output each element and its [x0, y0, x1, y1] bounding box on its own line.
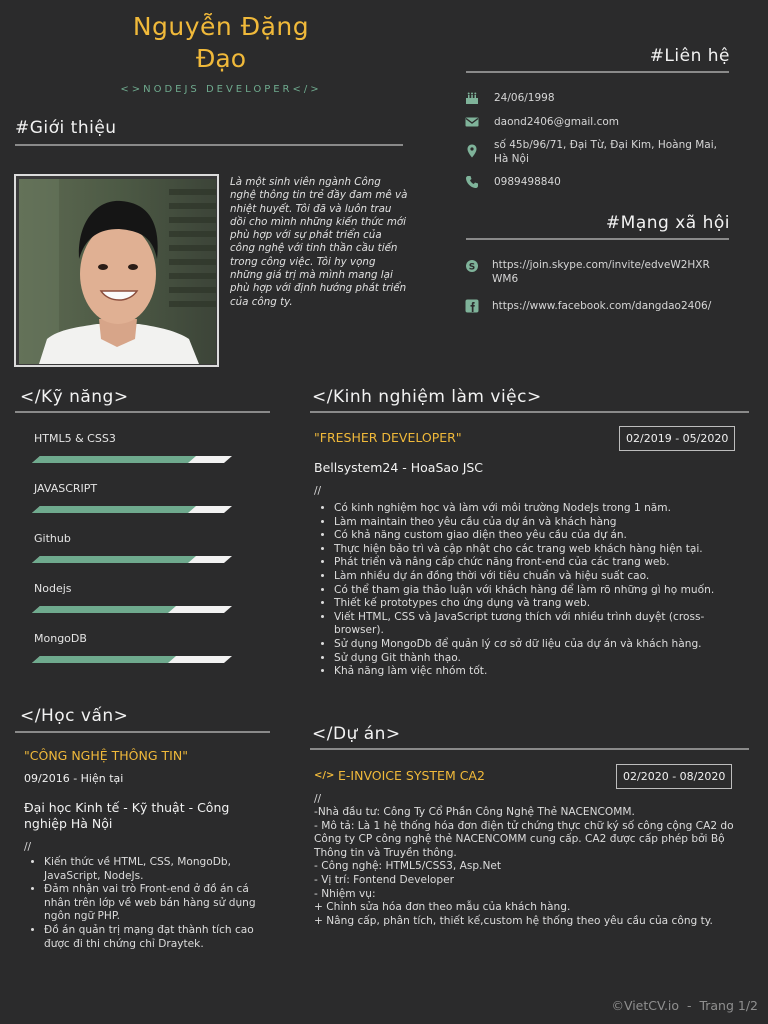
contact-address: số 45b/96/71, Đại Từ, Đại Kim, Hoàng Mai, Hà Nội — [494, 139, 717, 165]
about-title: #Giới thiệu — [15, 118, 117, 138]
list-item: • Đảm nhận vai trò Front-end ở đồ án cá nhân trên lớp về web bán hàng sử dụng ngôn ngữ PHP. — [44, 883, 271, 924]
contact-title: #Liên hệ — [649, 46, 730, 66]
skill-bar-fill — [32, 506, 196, 513]
social-skype[interactable]: https://join.skype.com/invite/edveW2HXRWM6 — [492, 259, 710, 285]
mail-icon — [465, 115, 479, 129]
cake-icon — [465, 91, 479, 105]
list-item: • Sử dụng MongoDb để quản lý cơ sở dữ liệu của dự án và khách hàng. — [334, 638, 736, 652]
list-item: • Có thể tham gia thảo luận với khách hàng để làm rõ những gì họ muốn. — [334, 584, 736, 598]
location-pin-icon — [465, 144, 479, 158]
list-item: • Có kinh nghiệm học và làm với môi trường NodeJs trong 1 năm. — [334, 502, 736, 516]
skill-label: MongoDB — [34, 632, 87, 645]
experience-dates: 02/2019 - 05/2020 — [619, 426, 735, 451]
experience-bullets — [316, 502, 736, 679]
education-school: Đại học Kinh tế - Kỹ thuật - Công nghiệp Hà Nội — [24, 800, 230, 831]
project-line: - Công nghệ: HTML5/CSS3, Asp.Net — [314, 860, 502, 873]
svg-text:S: S — [468, 262, 476, 273]
project-line: + Chỉnh sửa hóa đơn theo mẫu của khách hàng. — [314, 901, 571, 914]
footer-text: ©VietCV.io - Trang 1/2 — [611, 998, 758, 1013]
skill-label: Github — [34, 532, 71, 545]
phone-icon — [465, 175, 479, 189]
skill-bar-fill — [32, 456, 196, 463]
list-item: • Khả năng làm việc nhóm tốt. — [334, 665, 736, 679]
list-item: • Thực hiện bảo trì và cập nhật cho các trang web khách hàng hiện tại. — [334, 543, 736, 557]
social-facebook[interactable]: https://www.facebook.com/dangdao2406/ — [492, 300, 712, 312]
list-item: • Làm maintain theo yêu cầu của dự án và khách hàng — [334, 516, 736, 530]
list-item: • Có khả năng custom giao diện theo yêu cầu của dự án. — [334, 529, 736, 543]
education-title: </Học vấn> — [20, 706, 129, 726]
list-item: • Kiến thức về HTML, CSS, MongoDb, JavaScript, NodeJs. — [44, 856, 271, 883]
experience-title: </Kinh nghiệm làm việc> — [312, 387, 542, 407]
skill-bar — [32, 606, 232, 613]
avatar — [14, 174, 219, 367]
list-item: • Phát triển và nâng cấp chức năng front-end của các trang web. — [334, 556, 736, 570]
experience-divider — [310, 411, 749, 413]
project-line: - Vị trí: Fontend Developer — [314, 873, 455, 886]
about-text: Là một sinh viên ngành Công nghệ thông tin trẻ đầy đam mê và nhiệt huyết. Tôi đã và luôn trau dồi cho mình những kiến thức mới phù hợp với sự phát triển của công nghệ với tinh thần cầu tiến trong công việc. Tôi hy vọng những giá trị mà mình mang lại phù hợp với định hướng phát triển của công ty. — [230, 176, 408, 308]
project-details — [314, 806, 744, 928]
education-dates: 09/2016 - Hiện tại — [24, 772, 124, 785]
skills-divider — [15, 411, 270, 413]
skill-bar — [32, 556, 232, 563]
skill-bar — [32, 656, 232, 663]
list-item: • Đồ án quản trị mạng đạt thành tích cao được đi thi chứng chỉ Draytek. — [44, 924, 271, 951]
project-line: - Mô tả: Là 1 hệ thống hóa đơn điện tử chứng thực chữ ký số công cộng CA2 do Công ty CP công nghệ thẻ NACENCOMM cung cấp. CA2 được cấp phép bởi Bộ Thông tin và Truyền thông. — [314, 819, 734, 859]
list-item: • Viết HTML, CSS và JavaScript tương thích với nhiều trình duyệt (cross-browser). — [334, 611, 736, 638]
education-divider — [15, 731, 270, 733]
about-divider — [15, 144, 403, 146]
contact-birthday: 24/06/1998 — [494, 92, 555, 104]
project-line: - Nhiệm vụ: — [314, 887, 376, 900]
projects-title: </Dự án> — [312, 724, 401, 744]
facebook-icon — [465, 299, 479, 313]
project-name: E-INVOICE SYSTEM CA2 — [338, 768, 485, 783]
education-bullets — [26, 856, 271, 951]
skill-label: Nodejs — [34, 582, 72, 595]
code-icon: </> — [314, 770, 335, 781]
experience-comment: // — [314, 485, 322, 497]
role-title: <>NODEJS DEVELOPER</> — [120, 84, 322, 95]
list-item: • Làm nhiều dự án đồng thời với tiêu chuẩn và hiệu suất cao. — [334, 570, 736, 584]
project-line: + Nâng cấp, phân tích, thiết kế,custom hệ thống theo yêu cầu của công ty. — [314, 914, 713, 927]
project-comment: // — [314, 793, 322, 805]
skill-label: HTML5 & CSS3 — [34, 432, 116, 445]
education-comment: // — [24, 841, 32, 853]
list-item: • Thiết kế prototypes cho ứng dụng và trang web. — [334, 597, 736, 611]
project-line: -Nhà đầu tư: Công Ty Cổ Phần Công Nghệ Thẻ NACENCOMM. — [314, 806, 635, 818]
skills-title: </Kỹ năng> — [20, 387, 129, 407]
contact-email[interactable]: daond2406@gmail.com — [494, 116, 619, 128]
list-item: • Sử dụng Git thành thạo. — [334, 652, 736, 666]
skill-bar — [32, 506, 232, 513]
social-title: #Mạng xã hội — [605, 213, 730, 233]
skill-bar — [32, 456, 232, 463]
social-divider — [466, 238, 729, 240]
education-major: "CÔNG NGHỆ THÔNG TIN" — [24, 748, 188, 763]
name-line-2: Đạo — [196, 44, 246, 73]
skill-label: JAVASCRIPT — [34, 482, 98, 495]
skill-bar-fill — [32, 556, 196, 563]
project-dates: 02/2020 - 08/2020 — [616, 764, 732, 789]
name-line-1: Nguyễn Đặng — [132, 12, 310, 41]
skype-icon — [465, 259, 479, 273]
experience-company: Bellsystem24 - HoaSao JSC — [314, 460, 484, 475]
experience-position: "FRESHER DEVELOPER" — [314, 430, 462, 445]
contact-phone: 0989498840 — [494, 176, 561, 188]
contact-divider — [466, 71, 729, 73]
skill-bar-fill — [32, 606, 176, 613]
projects-divider — [310, 748, 749, 750]
skill-bar-fill — [32, 656, 176, 663]
